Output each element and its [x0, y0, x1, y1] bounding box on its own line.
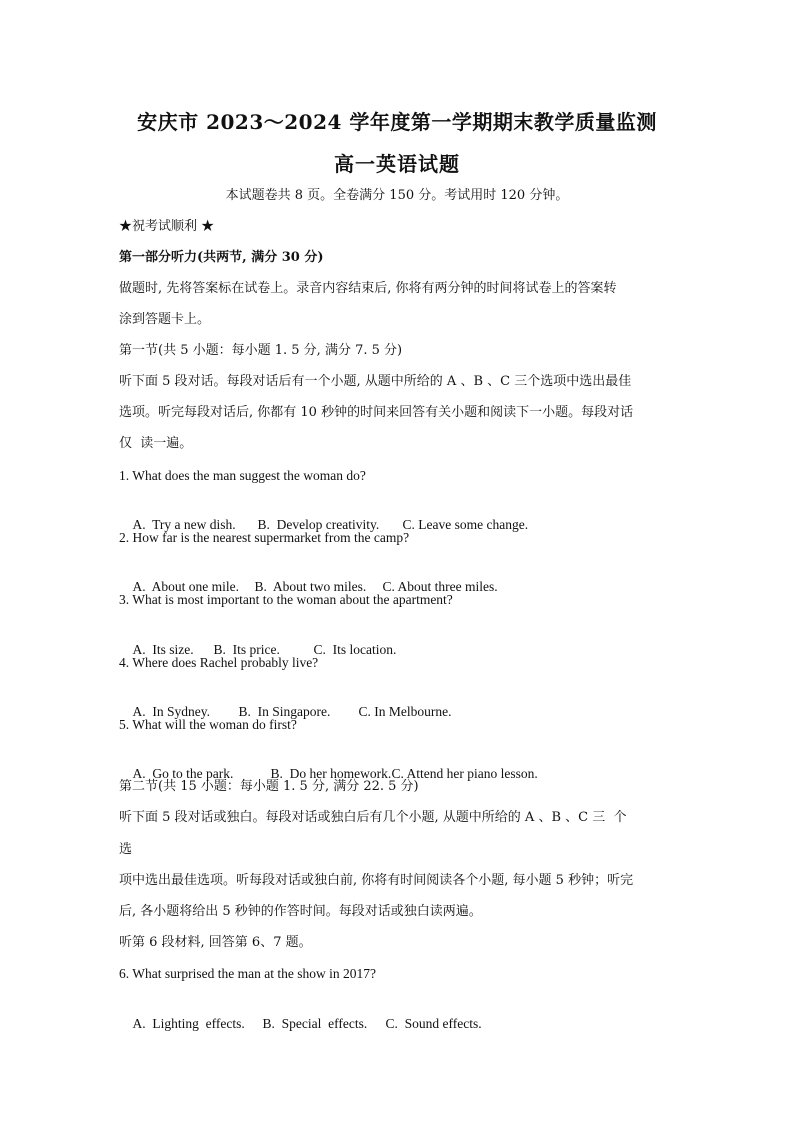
section1-instructions-line1: 听下面 5 段对话。每段对话后有一个小题, 从题中所给的 A 、B 、C 三个选项中选出最佳: [119, 374, 632, 389]
option-a[interactable]: A. Go to the park.: [132, 766, 234, 781]
option-b[interactable]: B. Do her homework.: [270, 766, 392, 781]
section1-instructions-line3: 仅 读一遍。: [119, 436, 193, 451]
option-c[interactable]: C. Sound effects.: [385, 1016, 482, 1031]
part1-intro-line2: 涂到答题卡上。: [119, 312, 211, 327]
exam-title: 安庆市 2023～2024 学年度第一学期期末教学质量监测: [137, 110, 657, 134]
question-5-stem: 5. What will the woman do first?: [119, 717, 297, 732]
exam-note: 本试题卷共 8 页。全卷满分 150 分。考试用时 120 分钟。: [225, 188, 569, 203]
section2-instructions-line4: 后, 各小题将给出 5 秒钟的作答时间。每段对话或独白读两遍。: [119, 904, 482, 919]
option-b[interactable]: B. In Singapore.: [238, 704, 331, 719]
question-6-options: [119, 997, 482, 1051]
option-c[interactable]: C. In Melbourne.: [358, 704, 452, 719]
option-c[interactable]: C. Attend her piano lesson.: [391, 766, 538, 781]
option-c[interactable]: C. Leave some change.: [402, 517, 529, 532]
option-a[interactable]: A. Its size.: [132, 642, 194, 657]
question-3-stem: 3. What is most important to the woman about the apartment?: [119, 592, 453, 607]
question-1-stem: 1. What does the man suggest the woman do?: [119, 468, 366, 483]
part1-intro-line1: 做题时, 先将答案标在试卷上。录音内容结束后, 你将有两分钟的时间将试卷上的答案转: [119, 281, 617, 296]
option-a[interactable]: A. Try a new dish.: [132, 517, 236, 532]
part1-heading: 第一部分听力(共两节, 满分 30 分): [119, 250, 324, 265]
section2-instructions-line1: 听下面 5 段对话或独白。每段对话或独白后有几个小题, 从题中所给的 A 、B 、C 三 个: [119, 810, 627, 825]
option-a[interactable]: A. About one mile.: [132, 579, 239, 594]
section1-heading: 第一节(共 5 小题：每小题 1. 5 分, 满分 7. 5 分): [119, 343, 403, 358]
question-6-stem: 6. What surprised the man at the show in 2017?: [119, 966, 376, 981]
option-b[interactable]: B. Develop creativity.: [257, 517, 380, 532]
option-c[interactable]: C. Its location.: [313, 642, 397, 657]
section2-heading: 第二节(共 15 小题：每小题 1. 5 分, 满分 22. 5 分): [119, 779, 419, 794]
question-2-stem: 2. How far is the nearest supermarket from the camp?: [119, 530, 410, 545]
section2-instructions-line3: 项中选出最佳选项。听每段对话或独白前, 你将有时间阅读各个小题, 每小题 5 秒钟；听完: [119, 873, 634, 888]
option-b[interactable]: B. Special effects.: [262, 1016, 368, 1031]
exam-subtitle: 高一英语试题: [334, 152, 460, 176]
good-luck-wish: ★祝考试顺利 ★: [119, 219, 215, 234]
option-c[interactable]: C. About three miles.: [382, 579, 498, 594]
question-4-stem: 4. Where does Rachel probably live?: [119, 655, 319, 670]
option-b[interactable]: B. Its price.: [213, 642, 280, 657]
section2-instructions-line2: 选: [119, 842, 133, 857]
material-6-instruction: 听第 6 段材料, 回答第 6、7 题。: [119, 935, 312, 950]
option-b[interactable]: B. About two miles.: [254, 579, 367, 594]
option-a[interactable]: A. Lighting effects.: [132, 1016, 245, 1031]
section1-instructions-line2: 选项。听完每段对话后, 你都有 10 秒钟的时间来回答有关小题和阅读下一小题。每段对话: [119, 405, 634, 420]
option-a[interactable]: A. In Sydney.: [132, 704, 210, 719]
